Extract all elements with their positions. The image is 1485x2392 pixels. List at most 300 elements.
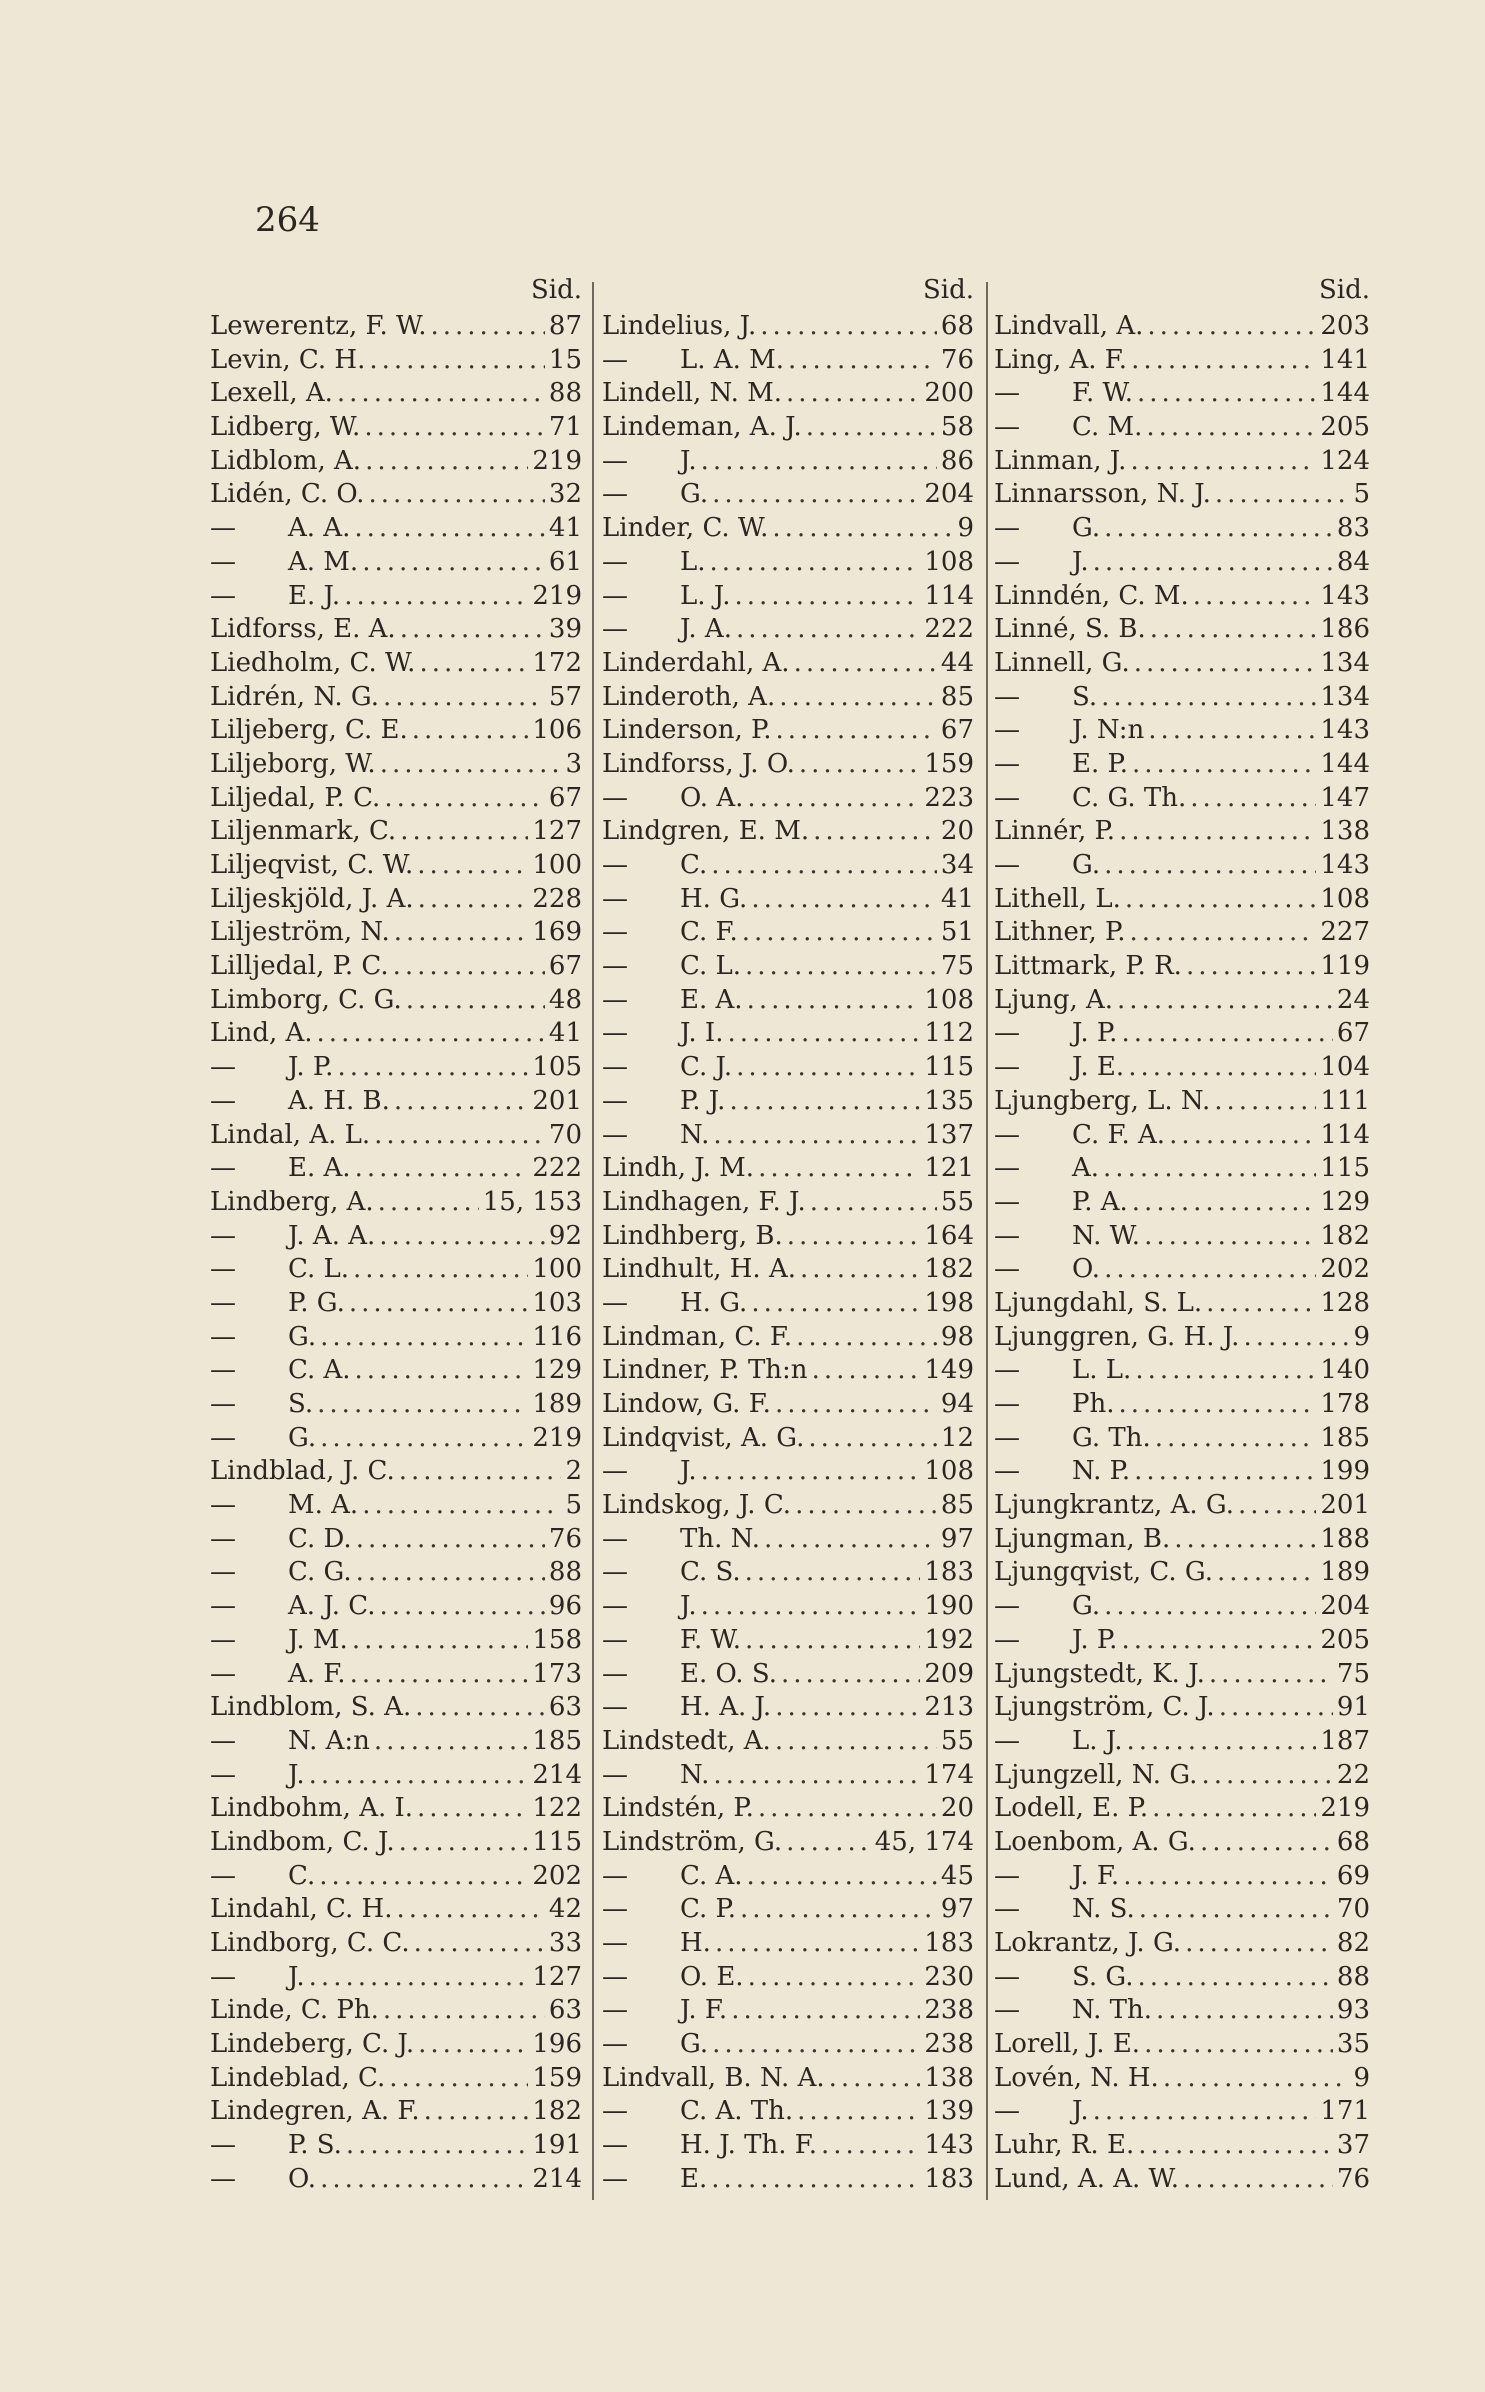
ditto-dash: — xyxy=(602,1928,628,1958)
ditto-dash: — xyxy=(210,1490,236,1521)
index-entry xyxy=(994,1321,1378,1355)
entry-page: 96 xyxy=(548,1591,582,1622)
leader-dots xyxy=(394,916,529,950)
entry-page: 127 xyxy=(532,816,582,847)
index-entry xyxy=(210,1388,590,1422)
entry-page: 119 xyxy=(1320,951,1370,982)
leader-dots xyxy=(701,1455,921,1489)
index-entry xyxy=(994,1927,1378,1961)
entry-name: A. F. xyxy=(288,1658,346,1689)
ditto-dash: — xyxy=(602,1052,628,1083)
entry-name: A. xyxy=(1072,1153,1100,1184)
entry-page: 124 xyxy=(1320,445,1370,476)
index-entry xyxy=(210,1658,590,1692)
leader-dots xyxy=(406,984,545,1018)
index-entry xyxy=(210,1860,590,1894)
entry-page: 76 xyxy=(940,344,974,375)
leader-dots xyxy=(745,950,937,984)
ditto-dash: — xyxy=(602,1961,628,1992)
entry-page: 169 xyxy=(532,917,582,948)
entry-page: 91 xyxy=(1336,1692,1370,1723)
index-entry xyxy=(994,445,1378,479)
entry-page: 189 xyxy=(1320,1557,1370,1588)
leader-dots xyxy=(309,1759,529,1793)
entry-page: 223 xyxy=(924,782,974,813)
entry-page: 45 xyxy=(940,1860,974,1891)
ditto-dash: — xyxy=(994,1422,1020,1453)
entry-name: H. G. xyxy=(680,883,748,914)
leader-dots xyxy=(1152,1792,1316,1826)
index-entry xyxy=(602,815,982,849)
leader-dots xyxy=(378,1186,479,1220)
entry-page: 68 xyxy=(1336,1826,1370,1857)
entry-name: L. J. xyxy=(1072,1725,1123,1756)
entry-page: 104 xyxy=(1320,1052,1370,1083)
index-entry xyxy=(210,1523,590,1557)
leader-dots xyxy=(1130,916,1317,950)
entry-page: 202 xyxy=(532,1860,582,1891)
leader-dots xyxy=(715,1927,920,1961)
leader-dots xyxy=(374,1725,528,1759)
entry-name: Lokrantz, J. G. xyxy=(994,1928,1182,1958)
ditto-dash: — xyxy=(602,445,628,476)
entry-name: Lund, A. A. W. xyxy=(994,2163,1179,2194)
ditto-dash: — xyxy=(602,580,628,611)
leader-dots xyxy=(1126,1725,1316,1759)
entry-page: 115 xyxy=(532,1826,582,1857)
entry-name: Lindhult, H. A. xyxy=(602,1254,796,1285)
leader-dots xyxy=(821,2129,920,2163)
leader-dots xyxy=(353,1253,528,1287)
entry-name: Liljeberg, C. E. xyxy=(210,715,408,746)
index-entry xyxy=(602,310,982,344)
index-entry xyxy=(994,1388,1378,1422)
leader-dots xyxy=(380,748,562,782)
entry-page: 88 xyxy=(548,1557,582,1588)
ditto-dash: — xyxy=(210,1085,236,1116)
entry-page: 114 xyxy=(924,580,974,611)
entry-name: Lidblom, A. xyxy=(210,445,362,476)
index-entry xyxy=(994,883,1378,917)
ditto-dash: — xyxy=(994,1591,1020,1622)
index-entry xyxy=(602,681,982,715)
leader-dots xyxy=(775,1388,937,1422)
index-entry xyxy=(210,546,590,580)
entry-name: Lilljedal, P. C. xyxy=(210,951,389,982)
entry-page: 201 xyxy=(532,1085,582,1116)
entry-name: C. F. A. xyxy=(1072,1119,1166,1150)
entry-name: Lodell, E. P. xyxy=(994,1793,1149,1824)
entry-page: 134 xyxy=(1320,647,1370,678)
leader-dots xyxy=(1185,1927,1333,1961)
entry-page: 230 xyxy=(924,1961,974,1992)
entry-name: Lindborg, C. C. xyxy=(210,1928,410,1958)
leader-dots xyxy=(364,411,545,445)
entry-page: 33 xyxy=(548,1928,582,1958)
index-entry xyxy=(994,1893,1378,1927)
leader-dots xyxy=(368,478,544,512)
entry-page: 238 xyxy=(924,2029,974,2060)
entry-name: E. A. xyxy=(288,1153,351,1184)
leader-dots xyxy=(1169,1119,1316,1153)
leader-dots xyxy=(701,445,937,479)
index-entry xyxy=(994,1354,1378,1388)
index-entry xyxy=(602,2028,982,2062)
entry-name: F. W. xyxy=(1072,378,1133,409)
leader-dots xyxy=(350,1658,529,1692)
leader-dots xyxy=(758,1792,937,1826)
ditto-dash: — xyxy=(210,580,236,611)
leader-dots xyxy=(745,1624,920,1658)
entry-page: 227 xyxy=(1320,917,1370,948)
leader-dots xyxy=(1144,1220,1316,1254)
entry-page: 183 xyxy=(924,1557,974,1588)
ditto-dash: — xyxy=(602,1894,628,1925)
leader-dots xyxy=(711,849,937,883)
leader-dots xyxy=(727,1017,920,1051)
entry-name: G. xyxy=(1072,1591,1101,1622)
index-entry xyxy=(602,1489,982,1523)
index-entry xyxy=(210,1792,590,1826)
ditto-dash: — xyxy=(994,2096,1020,2127)
entry-name: Liljeqvist, C. W. xyxy=(210,850,414,880)
entry-page: 9 xyxy=(957,513,974,544)
entry-page: 182 xyxy=(1320,1220,1370,1251)
entry-page: 15, 153 xyxy=(482,1186,582,1217)
leader-dots xyxy=(1214,1085,1316,1119)
index-entry xyxy=(602,1961,982,1995)
leader-dots xyxy=(383,1994,545,2028)
entry-page: 182 xyxy=(924,1254,974,1285)
entry-name: G. xyxy=(288,1321,317,1352)
index-entry xyxy=(210,580,590,614)
entry-name: A. J. C. xyxy=(288,1591,376,1622)
index-entry xyxy=(994,916,1378,950)
leader-dots xyxy=(736,1051,920,1085)
entry-page: 111 xyxy=(1320,1085,1370,1116)
entry-name: Lindeman, A. J. xyxy=(602,412,802,443)
index-entry xyxy=(994,1523,1378,1557)
entry-name: G. xyxy=(288,1422,317,1453)
entry-name: M. A. xyxy=(288,1490,359,1521)
index-entry xyxy=(602,1994,982,2028)
leader-dots xyxy=(389,2062,528,2096)
entry-page: 100 xyxy=(532,850,582,880)
ditto-dash: — xyxy=(994,1389,1020,1419)
index-entry xyxy=(210,984,590,1018)
leader-dots xyxy=(415,1691,545,1725)
leader-dots xyxy=(1104,1253,1316,1287)
entry-name: Ljungqvist, C. G. xyxy=(994,1557,1214,1588)
ditto-dash: — xyxy=(994,681,1020,712)
leader-dots xyxy=(1135,1354,1316,1388)
entry-name: Lithell, L. xyxy=(994,883,1121,914)
index-entry xyxy=(994,984,1378,1018)
entry-name: Ljunggren, G. H. J. xyxy=(994,1321,1240,1352)
entry-name: Lindvall, A. xyxy=(994,311,1144,341)
leader-dots xyxy=(317,1388,528,1422)
entry-page: 12 xyxy=(940,1422,974,1453)
leader-dots xyxy=(1193,580,1317,614)
entry-page: 85 xyxy=(940,1490,974,1521)
index-entry xyxy=(602,950,982,984)
entry-page: 22 xyxy=(1336,1759,1370,1790)
index-entry xyxy=(210,1994,590,2028)
ditto-dash: — xyxy=(210,1321,236,1352)
leader-dots xyxy=(400,613,545,647)
entry-name: L. L. xyxy=(1072,1355,1132,1386)
index-entry xyxy=(210,2062,590,2096)
leader-dots xyxy=(829,2062,921,2096)
entry-page: 122 xyxy=(532,1793,582,1824)
entry-name: N. xyxy=(680,1119,710,1150)
entry-name: Linndén, C. M. xyxy=(994,580,1189,611)
index-entry xyxy=(994,849,1378,883)
entry-page: 214 xyxy=(532,2163,582,2194)
leader-dots xyxy=(417,1792,528,1826)
leader-dots xyxy=(1134,647,1317,681)
ditto-dash: — xyxy=(994,1220,1020,1251)
leader-dots xyxy=(797,2095,920,2129)
leader-dots xyxy=(1130,445,1316,479)
entry-name: E. xyxy=(680,2163,708,2194)
leader-dots xyxy=(751,883,937,917)
leader-dots xyxy=(775,1725,937,1759)
ditto-dash: — xyxy=(602,1018,628,1049)
leader-dots xyxy=(751,1287,920,1321)
entry-name: Levin, C. H. xyxy=(210,344,366,375)
ditto-dash: — xyxy=(994,1052,1020,1083)
entry-page: 174 xyxy=(924,1759,974,1790)
leader-dots xyxy=(320,2163,528,2197)
leader-dots xyxy=(397,1893,545,1927)
index-entry xyxy=(994,1590,1378,1624)
ditto-dash: — xyxy=(602,546,628,577)
index-entry xyxy=(602,1220,982,1254)
entry-page: 92 xyxy=(548,1220,582,1251)
ditto-dash: — xyxy=(994,1018,1020,1049)
ditto-dash: — xyxy=(210,1557,236,1588)
entry-page: 58 xyxy=(940,412,974,443)
index-entry xyxy=(210,748,590,782)
ditto-dash: — xyxy=(602,614,628,645)
entry-page: 186 xyxy=(1320,614,1370,645)
ditto-dash: — xyxy=(994,1186,1020,1217)
index-entry xyxy=(602,2095,982,2129)
leader-dots xyxy=(772,512,953,546)
entry-page: 135 xyxy=(924,1085,974,1116)
leader-dots xyxy=(400,815,528,849)
index-entry xyxy=(602,782,982,816)
index-entry xyxy=(210,1253,590,1287)
ditto-dash: — xyxy=(602,850,628,880)
leader-dots xyxy=(1132,1186,1317,1220)
entry-name: Ljungzell, N. G. xyxy=(994,1759,1198,1790)
ditto-dash: — xyxy=(994,1995,1020,2026)
entry-page: 83 xyxy=(1336,513,1370,544)
leader-dots xyxy=(356,1556,545,1590)
index-entry xyxy=(994,1759,1378,1793)
entry-page: 143 xyxy=(1320,580,1370,611)
ditto-dash: — xyxy=(994,782,1020,813)
ditto-dash: — xyxy=(994,1894,1020,1925)
ditto-dash: — xyxy=(994,1153,1020,1184)
ditto-dash: — xyxy=(602,1085,628,1116)
index-entry xyxy=(210,950,590,984)
index-entry xyxy=(602,1051,982,1085)
leader-dots xyxy=(337,1051,528,1085)
ditto-dash: — xyxy=(602,1456,628,1487)
leader-dots xyxy=(399,1826,529,1860)
entry-name: Lidén, C. O. xyxy=(210,479,365,510)
leader-dots xyxy=(734,580,920,614)
index-entry xyxy=(994,1220,1378,1254)
entry-name: J. F. xyxy=(1072,1860,1120,1891)
entry-page: 32 xyxy=(548,479,582,510)
index-entry xyxy=(994,1287,1378,1321)
index-entry xyxy=(994,1691,1378,1725)
ditto-dash: — xyxy=(210,1389,236,1419)
leader-dots xyxy=(806,411,937,445)
ditto-dash: — xyxy=(210,1725,236,1756)
index-entry xyxy=(994,2062,1378,2096)
entry-name: Limborg, C. G. xyxy=(210,984,402,1015)
index-entry xyxy=(210,1422,590,1456)
entry-name: E. O. S. xyxy=(680,1658,777,1689)
leader-dots xyxy=(764,1523,937,1557)
entry-name: G. xyxy=(1072,513,1101,544)
leader-dots xyxy=(795,1489,937,1523)
index-entry xyxy=(994,1860,1378,1894)
entry-name: Ljungdahl, S. L. xyxy=(994,1287,1203,1318)
index-entry xyxy=(994,1186,1378,1220)
index-entry xyxy=(994,1085,1378,1119)
entry-page: 178 xyxy=(1320,1389,1370,1419)
ditto-dash: — xyxy=(994,1119,1020,1150)
leader-dots xyxy=(1104,849,1316,883)
entry-page: 34 xyxy=(940,850,974,880)
leader-dots xyxy=(383,681,545,715)
leader-dots xyxy=(1119,815,1316,849)
entry-page: 2 xyxy=(565,1456,582,1487)
entry-name: L. xyxy=(680,546,706,577)
leader-dots xyxy=(701,1590,921,1624)
ditto-dash: — xyxy=(994,1456,1020,1487)
entry-name: Lindforss, J. O. xyxy=(602,748,795,779)
index-entry xyxy=(994,344,1378,378)
index-entry xyxy=(994,1658,1378,1692)
index-entry xyxy=(210,2129,590,2163)
leader-dots xyxy=(1131,344,1316,378)
ditto-dash: — xyxy=(602,2029,628,2060)
index-entry xyxy=(602,1388,982,1422)
entry-name: Ljungstedt, K. J. xyxy=(994,1658,1205,1689)
leader-dots xyxy=(349,1287,528,1321)
index-entry xyxy=(994,1017,1378,1051)
leader-dots xyxy=(745,1556,921,1590)
ditto-dash: — xyxy=(602,1624,628,1655)
leader-dots xyxy=(1186,950,1316,984)
leader-dots xyxy=(355,1152,529,1186)
entry-name: C. G. xyxy=(288,1557,352,1588)
entry-page: 114 xyxy=(1320,1119,1370,1150)
leader-dots xyxy=(1093,2095,1317,2129)
entry-page: 189 xyxy=(532,1389,582,1419)
entry-page: 140 xyxy=(1320,1355,1370,1386)
entry-name: Th. N. xyxy=(680,1523,760,1554)
index-entry xyxy=(210,1085,590,1119)
entry-page: 41 xyxy=(548,513,582,544)
leader-dots xyxy=(1103,1152,1316,1186)
ditto-dash: — xyxy=(602,1860,628,1891)
index-entry xyxy=(210,883,590,917)
index-entry xyxy=(602,613,982,647)
leader-dots xyxy=(1104,512,1333,546)
entry-name: Lidforss, E. A. xyxy=(210,614,396,645)
entry-name: Linné, S. B. xyxy=(994,614,1146,645)
index-entry xyxy=(602,1590,982,1624)
leader-dots xyxy=(309,1961,529,1995)
leader-dots xyxy=(786,377,920,411)
entry-page: 63 xyxy=(548,1995,582,2026)
entry-name: N. P. xyxy=(1072,1456,1131,1487)
entry-page: 159 xyxy=(924,748,974,779)
index-entry xyxy=(210,2163,590,2197)
entry-name: J. P. xyxy=(288,1052,334,1083)
entry-name: G. xyxy=(1072,850,1101,880)
entry-name: Ljungström, C. J. xyxy=(994,1692,1215,1723)
entry-name: Lindskog, J. C. xyxy=(602,1490,792,1521)
entry-name: J. A. xyxy=(680,614,732,645)
entry-page: 75 xyxy=(1336,1658,1370,1689)
index-entry xyxy=(602,2163,982,2197)
entry-page: 100 xyxy=(532,1254,582,1285)
entry-page: 159 xyxy=(532,2062,582,2093)
index-entry xyxy=(602,1422,982,1456)
entry-page: 108 xyxy=(924,1456,974,1487)
index-entry xyxy=(210,1725,590,1759)
entry-page: 172 xyxy=(532,647,582,678)
leader-dots xyxy=(356,1523,545,1557)
ditto-dash: — xyxy=(994,513,1020,544)
entry-page: 93 xyxy=(1336,1995,1370,2026)
entry-name: Littmark, P. R. xyxy=(994,951,1182,982)
index-entry xyxy=(602,916,982,950)
entry-name: C. F. xyxy=(680,917,738,948)
entry-name: C. A. Th. xyxy=(680,2096,794,2127)
index-entry xyxy=(602,1691,982,1725)
entry-name: N. A:n xyxy=(288,1725,370,1756)
leader-dots xyxy=(1163,2062,1350,2096)
entry-page: 61 xyxy=(548,546,582,577)
index-entry xyxy=(602,1321,982,1355)
index-entry xyxy=(994,411,1378,445)
leader-dots xyxy=(379,1590,544,1624)
entry-name: Lidrén, N. G. xyxy=(210,681,380,712)
index-entry xyxy=(994,546,1378,580)
entry-page: 141 xyxy=(1320,344,1370,375)
entry-page: 201 xyxy=(1320,1490,1370,1521)
index-entry xyxy=(994,1489,1378,1523)
entry-name: Lindeblad, C. xyxy=(210,2062,386,2093)
leader-dots xyxy=(1243,1321,1349,1355)
index-entry xyxy=(210,1287,590,1321)
leader-dots xyxy=(1155,1422,1317,1456)
leader-dots xyxy=(417,849,528,883)
leader-dots xyxy=(1139,1893,1333,1927)
entry-page: 70 xyxy=(1336,1894,1370,1925)
ditto-dash: — xyxy=(994,412,1020,443)
